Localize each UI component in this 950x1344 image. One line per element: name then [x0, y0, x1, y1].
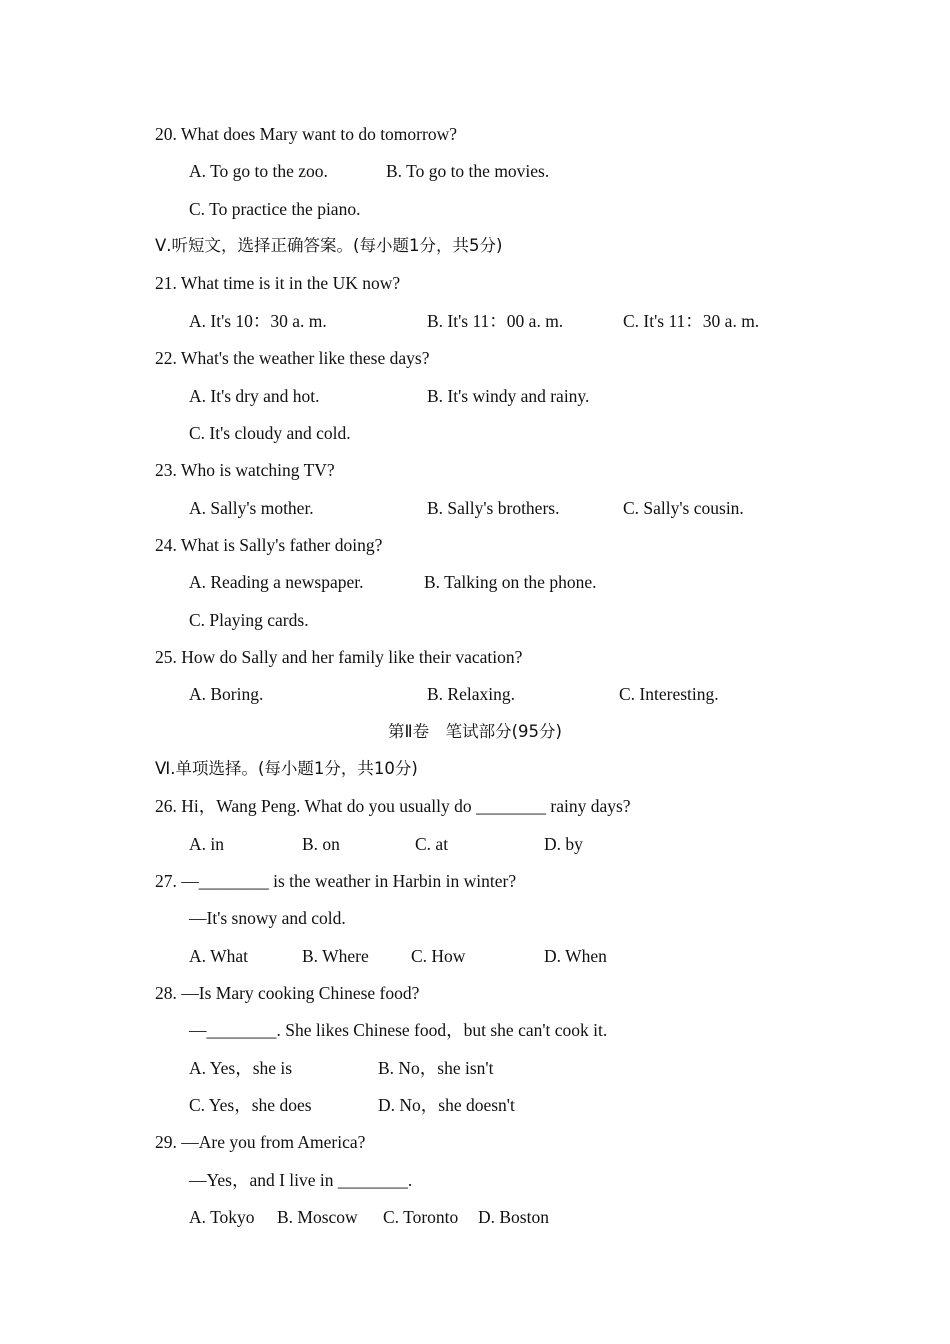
- q29-option-a: A. Tokyo: [189, 1207, 255, 1227]
- q27-option-c: C. How: [411, 946, 466, 966]
- part-2-title: 第Ⅱ卷 笔试部分(95分): [388, 722, 562, 741]
- q25-option-c: C. Interesting.: [619, 684, 719, 704]
- question-25: 25. How do Sally and her family like their vacation?: [155, 647, 523, 667]
- question-26: 26. Hi，Wang Peng. What do you usually do ________ rainy days?: [155, 796, 631, 816]
- q23-option-b: B. Sally's brothers.: [427, 498, 560, 518]
- q29-option-b: B. Moscow: [277, 1207, 358, 1227]
- q21-option-a: A. It's 10：30 a. m.: [189, 311, 327, 331]
- question-22: 22. What's the weather like these days?: [155, 348, 430, 368]
- q28-option-b: B. No，she isn't: [378, 1058, 494, 1078]
- q26-option-a: A. in: [189, 834, 224, 854]
- q27-option-a: A. What: [189, 946, 248, 966]
- q28-option-d: D. No，she doesn't: [378, 1095, 515, 1115]
- q24-option-c: C. Playing cards.: [189, 610, 309, 630]
- q23-option-c: C. Sally's cousin.: [623, 498, 744, 518]
- q20-option-c: C. To practice the piano.: [189, 199, 361, 219]
- q27-option-b: B. Where: [302, 946, 369, 966]
- q22-option-c: C. It's cloudy and cold.: [189, 423, 351, 443]
- question-27: 27. —________ is the weather in Harbin in winter?: [155, 871, 517, 891]
- q25-option-b: B. Relaxing.: [427, 684, 515, 704]
- q29-option-c: C. Toronto: [383, 1207, 459, 1227]
- q26-option-c: C. at: [415, 834, 449, 854]
- question-23: 23. Who is watching TV?: [155, 460, 335, 480]
- question-24: 24. What is Sally's father doing?: [155, 535, 383, 555]
- question-28: 28. —Is Mary cooking Chinese food?: [155, 983, 420, 1003]
- section-5-heading: Ⅴ.听短文，选择正确答案。(每小题1分，共5分): [155, 236, 503, 255]
- q21-option-c: C. It's 11：30 a. m.: [623, 311, 760, 331]
- q26-option-d: D. by: [544, 834, 583, 854]
- question-21: 21. What time is it in the UK now?: [155, 273, 401, 293]
- q27-reply: —It's snowy and cold.: [189, 908, 346, 928]
- q29-reply: —Yes，and I live in ________.: [189, 1170, 413, 1190]
- q24-option-b: B. Talking on the phone.: [424, 572, 597, 592]
- q21-option-b: B. It's 11：00 a. m.: [427, 311, 564, 331]
- q28-option-a: A. Yes，she is: [189, 1058, 293, 1078]
- q26-option-b: B. on: [302, 834, 340, 854]
- q22-option-b: B. It's windy and rainy.: [427, 386, 590, 406]
- q24-option-a: A. Reading a newspaper.: [189, 572, 364, 592]
- q29-option-d: D. Boston: [478, 1207, 549, 1227]
- q22-option-a: A. It's dry and hot.: [189, 386, 320, 406]
- question-20: 20. What does Mary want to do tomorrow?: [155, 124, 457, 144]
- q20-option-a: A. To go to the zoo.: [189, 161, 328, 181]
- section-6-heading: Ⅵ.单项选择。(每小题1分，共10分): [155, 759, 418, 778]
- q20-option-b: B. To go to the movies.: [386, 161, 550, 181]
- q23-option-a: A. Sally's mother.: [189, 498, 314, 518]
- question-29: 29. —Are you from America?: [155, 1132, 366, 1152]
- q28-option-c: C. Yes，she does: [189, 1095, 312, 1115]
- q28-reply: —________. She likes Chinese food，but she can't cook it.: [189, 1020, 608, 1040]
- q27-option-d: D. When: [544, 946, 607, 966]
- q25-option-a: A. Boring.: [189, 684, 264, 704]
